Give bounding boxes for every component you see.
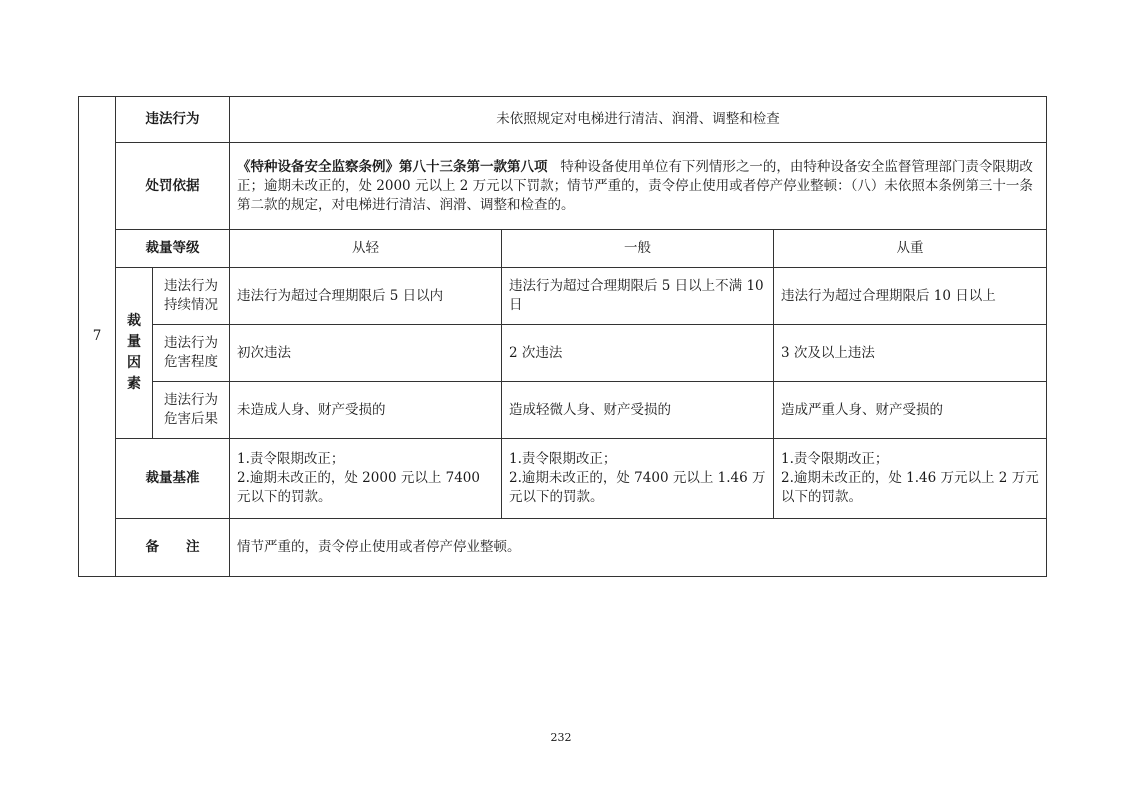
violation-label: 违法行为 — [116, 97, 230, 143]
factor-duration-lenient: 违法行为超过合理期限后 5 日以内 — [230, 268, 502, 325]
factor-consequence-general: 造成轻微人身、财产受损的 — [502, 382, 774, 439]
legal-basis-value — [230, 143, 1047, 230]
row-standard — [79, 439, 1047, 519]
legal-basis-label: 处罚依据 — [116, 143, 230, 230]
row-violation — [79, 97, 1047, 143]
factor-degree-lenient: 初次违法 — [230, 325, 502, 382]
row-factor-degree — [79, 325, 1047, 382]
grade-lenient: 从轻 — [230, 230, 502, 268]
standard-lenient: 1.责令限期改正； 2.逾期未改正的，处 2000 元以上 7400 元以下的罚款。 — [230, 439, 502, 519]
factor-degree-label: 违法行为 危害程度 — [153, 325, 230, 382]
factor-degree-severe: 3 次及以上违法 — [774, 325, 1047, 382]
violation-value: 未依照规定对电梯进行清洁、润滑、调整和检查 — [230, 97, 1047, 143]
row-factor-duration — [79, 268, 1047, 325]
factor-duration-severe: 违法行为超过合理期限后 10 日以上 — [774, 268, 1047, 325]
factor-consequence-lenient: 未造成人身、财产受损的 — [230, 382, 502, 439]
page-number: 232 — [550, 731, 572, 744]
row-factor-consequence — [79, 382, 1047, 439]
factor-consequence-severe: 造成严重人身、财产受损的 — [774, 382, 1047, 439]
remark-value: 情节严重的，责令停止使用或者停产停业整顿。 — [230, 519, 1047, 577]
factor-duration-general: 违法行为超过合理期限后 5 日以上不满 10 日 — [502, 268, 774, 325]
row-remark — [79, 519, 1047, 577]
factor-consequence-label: 违法行为 危害后果 — [153, 382, 230, 439]
factor-duration-label: 违法行为 持续情况 — [153, 268, 230, 325]
penalty-discretion-table — [78, 96, 1047, 577]
row-legal-basis — [79, 143, 1047, 230]
row-grade — [79, 230, 1047, 268]
item-number: 7 — [79, 97, 116, 577]
remark-label: 备 注 — [116, 519, 230, 577]
law-title: 《特种设备安全监察条例》第八十三条第一款第八项 — [237, 158, 548, 175]
factor-degree-general: 2 次违法 — [502, 325, 774, 382]
standard-severe: 1.责令限期改正； 2.逾期未改正的，处 1.46 万元以上 2 万元以下的罚款。 — [774, 439, 1047, 519]
standard-general: 1.责令限期改正； 2.逾期未改正的，处 7400 元以上 1.46 万元以下的罚款。 — [502, 439, 774, 519]
law-text: 特种设备使用单位有下列情形之一的，由特种设备安全监督管理部门责令限期改正；逾期未改正的，处 2000 元以上 2 万元以下罚款；情节严重的，责令停止使用或者停产停业整顿：（八）未依照本条例第三十一条第二款的规定，对电梯进行清洁、润滑、调整和检查的。 — [237, 158, 1033, 213]
standard-label: 裁量基准 — [116, 439, 230, 519]
grade-severe: 从重 — [774, 230, 1047, 268]
grade-label: 裁量等级 — [116, 230, 230, 268]
grade-general: 一般 — [502, 230, 774, 268]
factors-label: 裁量因素 — [116, 268, 153, 439]
